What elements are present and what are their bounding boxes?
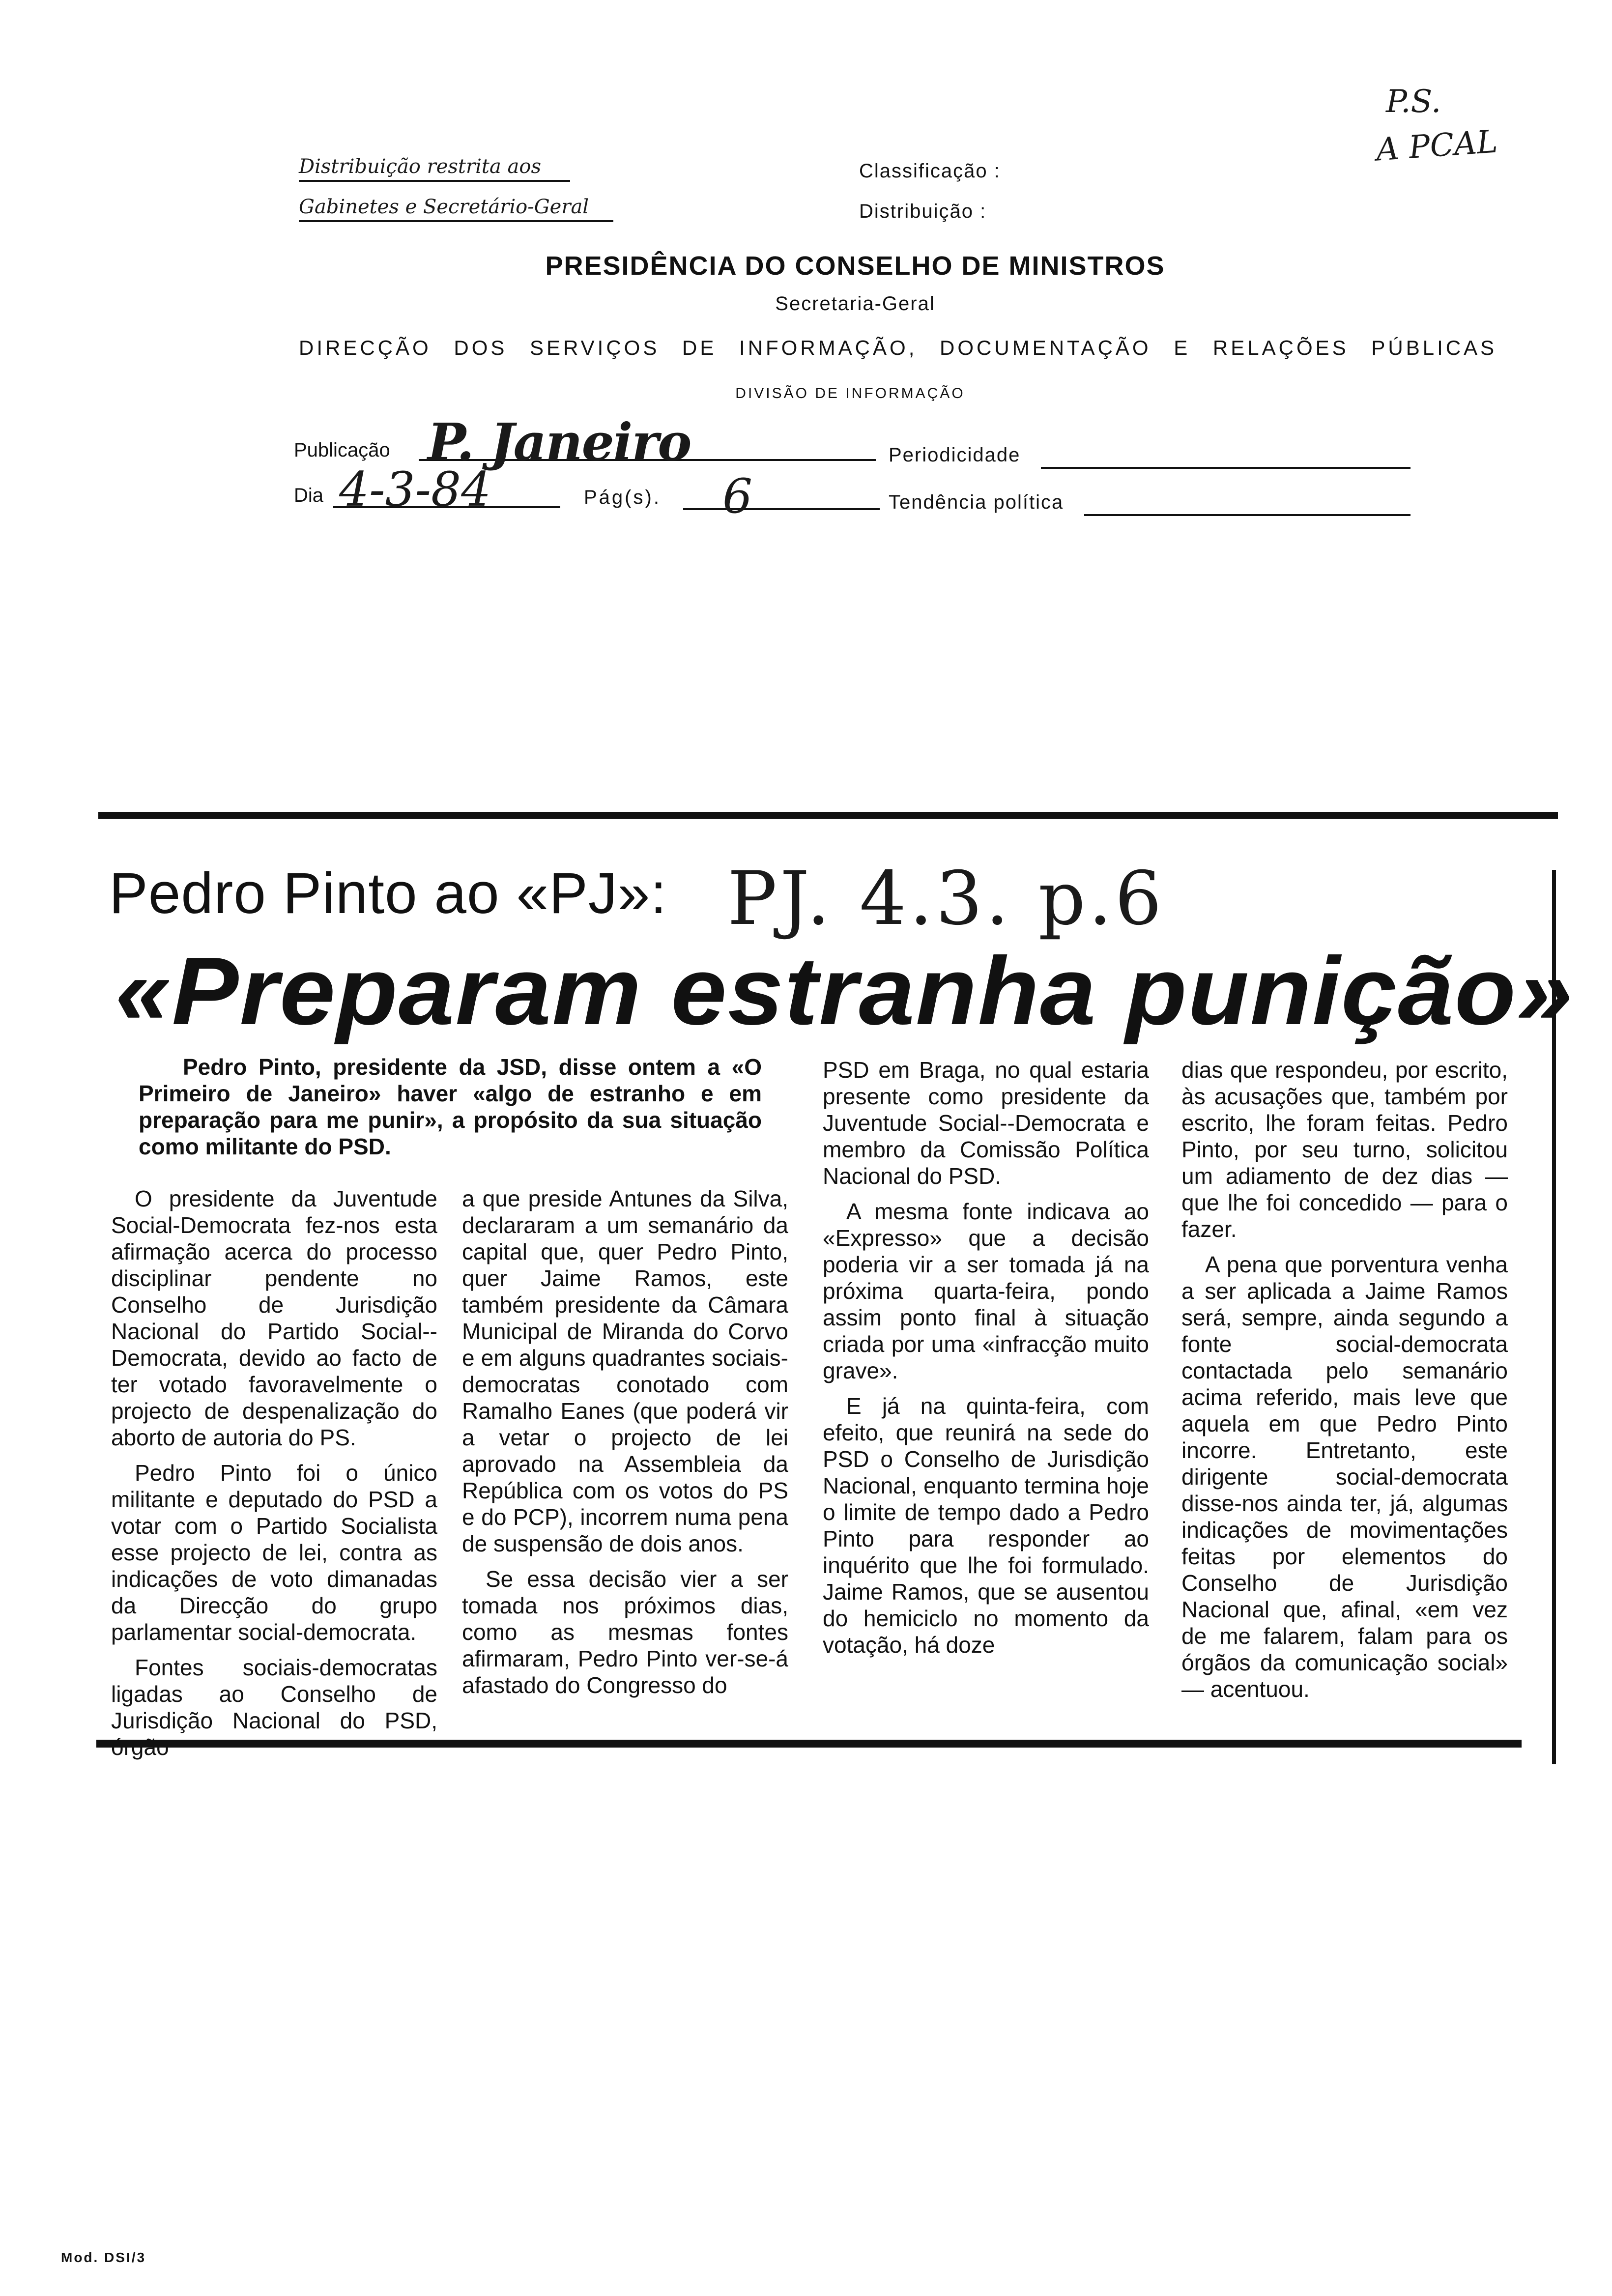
tendencia-label: Tendência política [889,491,1064,513]
paragraph: PSD em Braga, no qual estaria presente como presidente da Juventude Social--Democrata e membro da Comissão Política Nacional do PSD. [823,1057,1149,1189]
article-headline: «Preparam estranha punição» [115,937,1574,1045]
article-column-3 [823,1057,1149,1667]
paragraph: O presidente da Juventude Social-Democrata fez-nos esta afirmação acerca do processo disciplinar pendente no Conselho de Jurisdição Nacional do Partido Social--Democrata, devido ao facto de ter votado favoravelmente o projecto de despenalização do aborto de autoria do PS. [111,1186,437,1450]
handwritten-reference: PJ. 4.3. p.6 [727,856,1165,942]
article-column-2 [462,1185,788,1707]
paragraph: a que preside Antunes da Silva, declararam a um semanário da capital que, quer Pedro Pinto, quer Jaime Ramos, este também presidente da Câmara Municipal de Miranda do Corvo e em alguns quadrantes sociais-democratas conotado com Ramalho Eanes (que poderá vir a vetar o projecto de lei aprovado na Assembleia da República com os votos do PS e do PCP), incorrem numa pena de suspensão de dois anos. [462,1186,788,1556]
article-lead: Pedro Pinto, presidente da JSD, disse ontem a «O Primeiro de Janeiro» haver «algo de estranho e em preparação para me punir», a propósito da sua situação como militante do PSD. [139,1054,762,1159]
paragraph: A pena que porventura venha a ser aplicada a Jaime Ramos será, sempre, ainda segundo a fonte social-democrata contactada pelo semanário acima referido, mais leve que aquela em que Pedro Pinto incorre. Entretanto, este dirigente social-democrata disse-nos ainda ter, já, algumas indicações de movimentações feitas por elementos do Conselho de Jurisdição Nacional que, afinal, «em vez de me falarem, falam para os órgãos da comunicação social» — acentuou. [1181,1252,1508,1702]
paragraph: Se essa decisão vier a ser tomada nos próximos dias, como as mesmas fontes afirmaram, Pedro Pinto ver-se-á afastado do Congresso do [462,1566,788,1698]
restricted-line-2: Gabinetes e Secretário-Geral [299,196,589,218]
division: DIVISÃO DE INFORMAÇÃO [735,385,965,402]
divider [299,180,570,182]
paragraph: Pedro Pinto foi o único militante e deputado do PSD a votar com o Partido Socialista esse projecto de lei, contra as indicações de voto dimanadas da Direcção do grupo parlamentar social-democrata. [111,1460,437,1645]
periodicidade-line [1041,467,1410,469]
restricted-line-1: Distribuição restrita aos [299,155,541,178]
dia-label: Dia [294,485,324,506]
article-column-1 [111,1185,437,1769]
clipping-bottom-rule [96,1740,1522,1748]
pags-value: 6 [722,469,753,524]
paragraph: A mesma fonte indicava ao «Expresso» que a decisão poderia vir a ser tomada já na próxima quarta-feira, pondo assim ponto final à situação criada por uma «infracção muito grave». [823,1199,1149,1383]
pags-line [683,508,880,510]
directorate: DIRECÇÃO DOS SERVIÇOS DE INFORMAÇÃO, DOCUMENTAÇÃO E RELAÇÕES PÚBLICAS [299,336,1497,359]
distribuicao-label: Distribuição : [859,201,987,222]
org-title: PRESIDÊNCIA DO CONSELHO DE MINISTROS [545,251,1165,281]
article-kicker: Pedro Pinto ao «PJ»: [109,861,667,926]
dia-value: 4-3-84 [339,462,491,517]
article-column-4 [1181,1057,1508,1711]
paragraph: E já na quinta-feira, com efeito, que reunirá na sede do PSD o Conselho de Jurisdição Nacional, enquanto termina hoje o limite de tempo dado a Pedro Pinto para responder ao inquérito que lhe foi formulado. Jaime Ramos, que se ausentou do hemiciclo no momento da votação, há doze [823,1393,1149,1658]
classificacao-label: Classificação : [859,160,1001,182]
divider [299,220,613,222]
annotation-apcal: A PCAL [1375,123,1499,169]
paragraph: dias que respondeu, por escrito, às acusações que, também por escrito, lhe foram feitas. Pedro Pinto, por seu turno, solicitou um adiamento de dez dias — que lhe foi concedido — para o fazer. [1181,1057,1508,1242]
periodicidade-label: Periodicidade [889,444,1021,466]
annotation-ps: P.S. [1386,84,1441,120]
paragraph: Fontes sociais-democratas ligadas ao Conselho de Jurisdição Nacional do PSD, [111,1655,437,1733]
org-subtitle: Secretaria-Geral [775,293,935,315]
tendencia-line [1084,514,1410,516]
publicacao-label: Publicação [294,439,390,461]
form-code: Mod. DSI/3 [61,2250,146,2265]
clipping-top-rule [98,812,1558,819]
pags-label: Pág(s). [584,487,661,508]
publicacao-value: P. Janeiro [428,412,691,472]
